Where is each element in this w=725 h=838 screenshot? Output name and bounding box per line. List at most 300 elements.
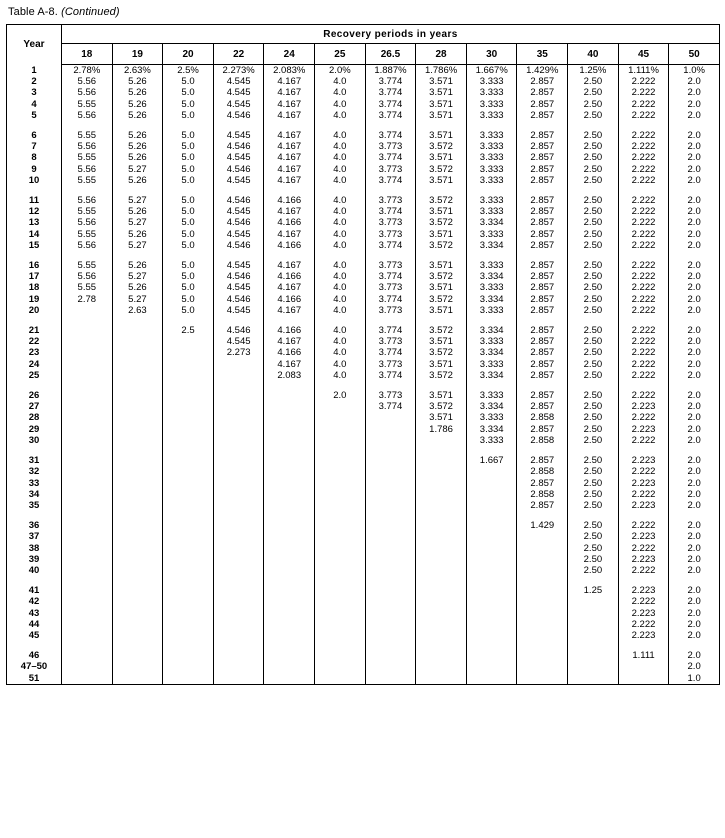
rate-cell: [62, 424, 113, 435]
rate-cell: [416, 585, 467, 596]
rate-cell: 2.223: [618, 608, 669, 619]
rate-cell: [315, 596, 366, 607]
rate-cell: 2.857: [517, 260, 568, 271]
rate-cell: 3.333: [466, 336, 517, 347]
rate-cell: 4.166: [264, 325, 315, 336]
rate-cell: 1.111%: [618, 65, 669, 77]
rate-cell: [466, 661, 517, 672]
year-cell: 28: [7, 412, 62, 423]
rate-cell: [62, 412, 113, 423]
rate-cell: 3.572: [416, 294, 467, 305]
rate-cell: [213, 359, 264, 370]
rate-cell: [466, 673, 517, 685]
rate-cell: 2.0: [687, 174, 701, 186]
spacer-cell: [365, 381, 416, 390]
rate-cell: 4.546: [213, 294, 264, 305]
spacer-cell: [213, 446, 264, 455]
spacer-cell: [7, 316, 62, 325]
year-cell: 2: [7, 76, 62, 87]
rate-cell: 2.222: [618, 164, 669, 175]
rate-cell: 5.56: [62, 217, 113, 228]
year-cell: 37: [7, 531, 62, 542]
rate-cell: 5.0: [163, 282, 214, 293]
spacer-cell: [517, 251, 568, 260]
depreciation-table: [6, 24, 720, 685]
rate-cell: 5.27: [112, 164, 163, 175]
spacer-cell: [112, 576, 163, 585]
rate-cell: 3.571: [416, 175, 467, 186]
spacer-cell: [7, 186, 62, 195]
year-cell: 14: [7, 229, 62, 240]
rate-cell: 3.571: [416, 305, 467, 316]
rate-cell: 2.50: [568, 401, 619, 412]
rate-cell: [112, 520, 163, 531]
year-cell: 23: [7, 347, 62, 358]
rate-cell: 2.50: [568, 282, 619, 293]
rate-cell: 3.773: [365, 260, 416, 271]
rate-cell: 3.571: [416, 390, 467, 401]
rate-cell: 3.333: [466, 206, 517, 217]
table-row: [7, 401, 720, 412]
column-header-35: 35: [517, 44, 568, 65]
rate-cell: [264, 619, 315, 630]
spacer-cell: [517, 446, 568, 455]
rate-cell: [618, 661, 669, 672]
rate-cell: [568, 596, 619, 607]
rate-cell: 2.857: [517, 325, 568, 336]
rate-cell: [264, 520, 315, 531]
spacer-cell: [416, 446, 467, 455]
rate-cell: 2.0: [315, 390, 366, 401]
rate-cell: 5.55: [62, 175, 113, 186]
rate-cell: [213, 424, 264, 435]
year-cell: 45: [7, 630, 62, 641]
row-group-spacer: [7, 446, 720, 455]
rate-cell: 2.50: [568, 543, 619, 554]
spacer-cell: [568, 446, 619, 455]
rate-cell: [112, 489, 163, 500]
rate-cell: [213, 412, 264, 423]
spacer-cell: [416, 186, 467, 195]
rate-cell: 3.774: [365, 99, 416, 110]
rate-cell: 2.0: [687, 130, 701, 142]
rate-cell: [365, 554, 416, 565]
rate-cell: [163, 347, 214, 358]
rate-cell: 2.222: [618, 466, 669, 477]
table-row: [7, 619, 720, 630]
spacer-cell: [163, 446, 214, 455]
rate-cell: 5.55: [62, 229, 113, 240]
year-cell: 36: [7, 520, 62, 531]
rate-cell: 4.546: [213, 110, 264, 121]
rate-cell: [112, 390, 163, 401]
rate-cell: 2.222: [618, 370, 669, 381]
table-row: [7, 596, 720, 607]
rate-cell: 5.55: [62, 282, 113, 293]
rate-cell: 2.858: [517, 466, 568, 477]
rate-cell: 3.333: [466, 87, 517, 98]
rate-cell: [466, 520, 517, 531]
rate-cell: 2.0: [687, 650, 701, 662]
rate-cell: 3.774: [365, 76, 416, 87]
rate-cell: 1.887%: [365, 65, 416, 77]
rate-cell: [163, 596, 214, 607]
rate-cell: [517, 531, 568, 542]
rate-cell: 3.774: [365, 347, 416, 358]
rate-cell: 3.333: [466, 195, 517, 206]
rate-cell: 3.773: [365, 195, 416, 206]
spacer-cell: [466, 446, 517, 455]
spacer-cell: [62, 316, 113, 325]
table-head-group-row: [7, 25, 720, 44]
spacer-cell: [163, 511, 214, 520]
column-header-26-5: 26.5: [365, 44, 416, 65]
rate-cell: [112, 412, 163, 423]
rate-cell: 5.26: [112, 175, 163, 186]
year-cell: 17: [7, 271, 62, 282]
spacer-cell: [7, 381, 62, 390]
table-head-columns-row: [7, 44, 720, 65]
rate-cell: 2.0: [687, 531, 701, 543]
rate-cell: [163, 401, 214, 412]
rate-cell: [62, 531, 113, 542]
rate-cell: [163, 520, 214, 531]
rate-cell: 4.0: [315, 164, 366, 175]
rate-cell: 2.857: [517, 164, 568, 175]
rate-cell: 3.333: [466, 99, 517, 110]
column-header-30: 30: [466, 44, 517, 65]
rate-cell: [416, 661, 467, 672]
spacer-cell: [669, 576, 720, 585]
year-cell: 7: [7, 141, 62, 152]
spacer-cell: [315, 251, 366, 260]
rate-cell: [163, 489, 214, 500]
rate-cell: 4.167: [264, 175, 315, 186]
table-row: [7, 130, 720, 141]
rate-cell: 2.0: [687, 618, 701, 630]
spacer-cell: [163, 251, 214, 260]
rate-cell: 2.223: [618, 500, 669, 511]
rate-cell: 4.545: [213, 76, 264, 87]
rate-cell: 2.858: [517, 412, 568, 423]
rate-cell: [365, 661, 416, 672]
rate-cell: 5.0: [163, 240, 214, 251]
spacer-cell: [62, 121, 113, 130]
spacer-cell: [315, 641, 366, 650]
rate-cell: [163, 424, 214, 435]
rate-cell: 2.223: [618, 478, 669, 489]
rate-cell: 2.50: [568, 229, 619, 240]
rate-cell: 4.546: [213, 240, 264, 251]
table-row: [7, 240, 720, 251]
year-cell: 1: [7, 65, 62, 77]
rate-cell: 2.0: [687, 358, 701, 370]
rate-cell: [365, 650, 416, 661]
rate-cell: 2.50: [568, 359, 619, 370]
rate-cell: 4.166: [264, 195, 315, 206]
rate-cell: [315, 478, 366, 489]
row-group-spacer: [7, 251, 720, 260]
rate-cell: 5.0: [163, 130, 214, 141]
rate-cell: [264, 478, 315, 489]
rate-cell: 2.222: [618, 619, 669, 630]
rate-cell: 3.572: [416, 370, 467, 381]
rate-cell: [365, 608, 416, 619]
rate-cell: 2.857: [517, 141, 568, 152]
rate-cell: 4.0: [315, 141, 366, 152]
rate-cell: [315, 673, 366, 685]
rate-cell: [568, 673, 619, 685]
rate-cell: [315, 661, 366, 672]
rate-cell: 2.222: [618, 152, 669, 163]
rate-cell: 4.545: [213, 152, 264, 163]
rate-cell: 5.26: [112, 152, 163, 163]
rate-cell: 4.167: [264, 282, 315, 293]
rate-cell: 4.0: [315, 217, 366, 228]
rate-cell: 2.50: [568, 466, 619, 477]
rate-cell: 2.50: [568, 141, 619, 152]
spacer-cell: [264, 121, 315, 130]
rate-cell: [365, 596, 416, 607]
rate-cell: [568, 608, 619, 619]
year-cell: 40: [7, 565, 62, 576]
rate-cell: 2.857: [517, 390, 568, 401]
table-row: [7, 455, 720, 466]
rate-cell: 2.50: [568, 195, 619, 206]
spacer-cell: [315, 381, 366, 390]
rate-cell: 4.166: [264, 294, 315, 305]
rate-cell: 3.333: [466, 229, 517, 240]
rate-cell: [517, 585, 568, 596]
rate-cell: 3.774: [365, 152, 416, 163]
rate-cell: 4.166: [264, 240, 315, 251]
rate-cell: 2.78%: [62, 65, 113, 77]
spacer-cell: [416, 511, 467, 520]
spacer-cell: [669, 511, 720, 520]
spacer-cell: [517, 186, 568, 195]
table-row: [7, 195, 720, 206]
rate-cell: 4.0: [315, 305, 366, 316]
rate-cell: 3.333: [466, 76, 517, 87]
table-row: [7, 500, 720, 511]
rate-cell: 2.50: [568, 478, 619, 489]
rate-cell: 5.0: [163, 195, 214, 206]
rate-cell: [365, 466, 416, 477]
rate-cell: 4.0: [315, 175, 366, 186]
spacer-cell: [264, 576, 315, 585]
rate-cell: [416, 596, 467, 607]
rate-cell: [213, 531, 264, 542]
rate-cell: 4.545: [213, 130, 264, 141]
table-row: [7, 175, 720, 186]
rate-cell: 3.774: [365, 175, 416, 186]
rate-cell: 3.572: [416, 271, 467, 282]
spacer-cell: [618, 511, 669, 520]
row-group-spacer: [7, 186, 720, 195]
rate-cell: 1.786%: [416, 65, 467, 77]
rate-cell: 2.222: [618, 390, 669, 401]
rate-cell: 4.546: [213, 325, 264, 336]
rate-cell: 3.773: [365, 141, 416, 152]
rate-cell: [163, 336, 214, 347]
rate-cell: 3.571: [416, 130, 467, 141]
rate-cell: 5.0: [163, 110, 214, 121]
rate-cell: [466, 478, 517, 489]
rate-cell: 3.333: [466, 130, 517, 141]
rate-cell: [466, 619, 517, 630]
table-continued-note: (Continued): [61, 6, 120, 18]
rate-cell: [112, 608, 163, 619]
rate-cell: 2.083%: [264, 65, 315, 77]
rate-cell: 3.571: [416, 76, 467, 87]
rate-cell: 2.63: [112, 305, 163, 316]
rate-cell: 3.572: [416, 164, 467, 175]
rate-cell: [62, 489, 113, 500]
rate-cell: 1.786: [416, 424, 467, 435]
rate-cell: 2.222: [618, 412, 669, 423]
rate-cell: 2.50: [568, 435, 619, 446]
rate-cell: [264, 661, 315, 672]
spacer-cell: [62, 576, 113, 585]
year-cell: 26: [7, 390, 62, 401]
rate-cell: [213, 673, 264, 685]
rate-cell: 3.334: [466, 347, 517, 358]
rate-cell: 5.26: [112, 206, 163, 217]
rate-cell: 4.0: [315, 325, 366, 336]
rate-cell: [264, 401, 315, 412]
spacer-cell: [365, 186, 416, 195]
spacer-cell: [669, 316, 720, 325]
rate-cell: 2.50: [568, 390, 619, 401]
rate-cell: 2.50: [568, 489, 619, 500]
rate-cell: 2.857: [517, 294, 568, 305]
table-row: [7, 466, 720, 477]
rate-cell: [517, 554, 568, 565]
spacer-cell: [163, 121, 214, 130]
rate-cell: 5.27: [112, 240, 163, 251]
rate-cell: [416, 650, 467, 661]
rate-cell: 3.333: [466, 305, 517, 316]
rate-cell: 2.857: [517, 152, 568, 163]
rate-cell: [163, 585, 214, 596]
rate-cell: [163, 466, 214, 477]
spacer-cell: [365, 446, 416, 455]
spacer-cell: [264, 511, 315, 520]
table-row: [7, 359, 720, 370]
spacer-cell: [466, 381, 517, 390]
spacer-cell: [568, 576, 619, 585]
rate-cell: 2.222: [618, 305, 669, 316]
rate-cell: [264, 489, 315, 500]
spacer-cell: [669, 251, 720, 260]
rate-cell: 5.56: [62, 164, 113, 175]
rate-cell: [365, 531, 416, 542]
year-cell: 31: [7, 455, 62, 466]
rate-cell: 5.0: [163, 175, 214, 186]
rate-cell: 2.0: [687, 206, 701, 218]
table-row: [7, 294, 720, 305]
spacer-cell: [264, 316, 315, 325]
spacer-cell: [568, 381, 619, 390]
rate-cell: 4.0: [315, 370, 366, 381]
rate-cell: [264, 650, 315, 661]
column-header-50: 50: [669, 44, 720, 65]
rate-cell: [264, 412, 315, 423]
rate-cell: [568, 619, 619, 630]
rate-cell: 2.0: [687, 163, 701, 175]
table-row: [7, 206, 720, 217]
spacer-cell: [163, 641, 214, 650]
rate-cell: 5.26: [112, 110, 163, 121]
spacer-cell: [568, 121, 619, 130]
rate-cell: 5.55: [62, 130, 113, 141]
rate-cell: [62, 390, 113, 401]
rate-cell: [264, 554, 315, 565]
rate-cell: 3.572: [416, 325, 467, 336]
rate-cell: [517, 596, 568, 607]
spacer-cell: [264, 186, 315, 195]
spacer-cell: [365, 121, 416, 130]
spacer-cell: [62, 641, 113, 650]
rate-cell: [466, 585, 517, 596]
rate-cell: [315, 543, 366, 554]
table-row: [7, 65, 720, 77]
rate-cell: 2.222: [618, 596, 669, 607]
spacer-cell: [112, 186, 163, 195]
rate-cell: [466, 531, 517, 542]
rate-cell: 2.50: [568, 175, 619, 186]
rate-cell: [213, 466, 264, 477]
rate-cell: 4.0: [315, 271, 366, 282]
rate-cell: 3.774: [365, 370, 416, 381]
spacer-cell: [62, 186, 113, 195]
rate-cell: 4.0: [315, 336, 366, 347]
spacer-cell: [568, 251, 619, 260]
spacer-cell: [517, 641, 568, 650]
table-row: [7, 650, 720, 661]
rate-cell: 3.334: [466, 240, 517, 251]
table-row: [7, 87, 720, 98]
spacer-cell: [315, 511, 366, 520]
table-row: [7, 336, 720, 347]
year-cell: 34: [7, 489, 62, 500]
rate-cell: 3.571: [416, 412, 467, 423]
rate-cell: 4.167: [264, 152, 315, 163]
rate-cell: 5.55: [62, 260, 113, 271]
rate-cell: [112, 401, 163, 412]
table-row: [7, 325, 720, 336]
row-group-spacer: [7, 381, 720, 390]
rate-cell: 2.222: [618, 359, 669, 370]
rate-cell: 3.333: [466, 435, 517, 446]
rate-cell: [163, 554, 214, 565]
spacer-cell: [517, 316, 568, 325]
table-row: [7, 520, 720, 531]
rate-cell: 1.667: [466, 455, 517, 466]
spacer-cell: [568, 186, 619, 195]
row-group-spacer: [7, 121, 720, 130]
rate-cell: 3.773: [365, 164, 416, 175]
rate-cell: 4.0: [315, 195, 366, 206]
rate-cell: 2.0: [687, 369, 701, 381]
rate-cell: 2.5: [163, 325, 214, 336]
rate-cell: 4.0: [315, 110, 366, 121]
rate-cell: 2.223: [618, 585, 669, 596]
rate-cell: 5.26: [112, 99, 163, 110]
rate-cell: 3.774: [365, 206, 416, 217]
rate-cell: 2.50: [568, 325, 619, 336]
rate-cell: 2.857: [517, 282, 568, 293]
